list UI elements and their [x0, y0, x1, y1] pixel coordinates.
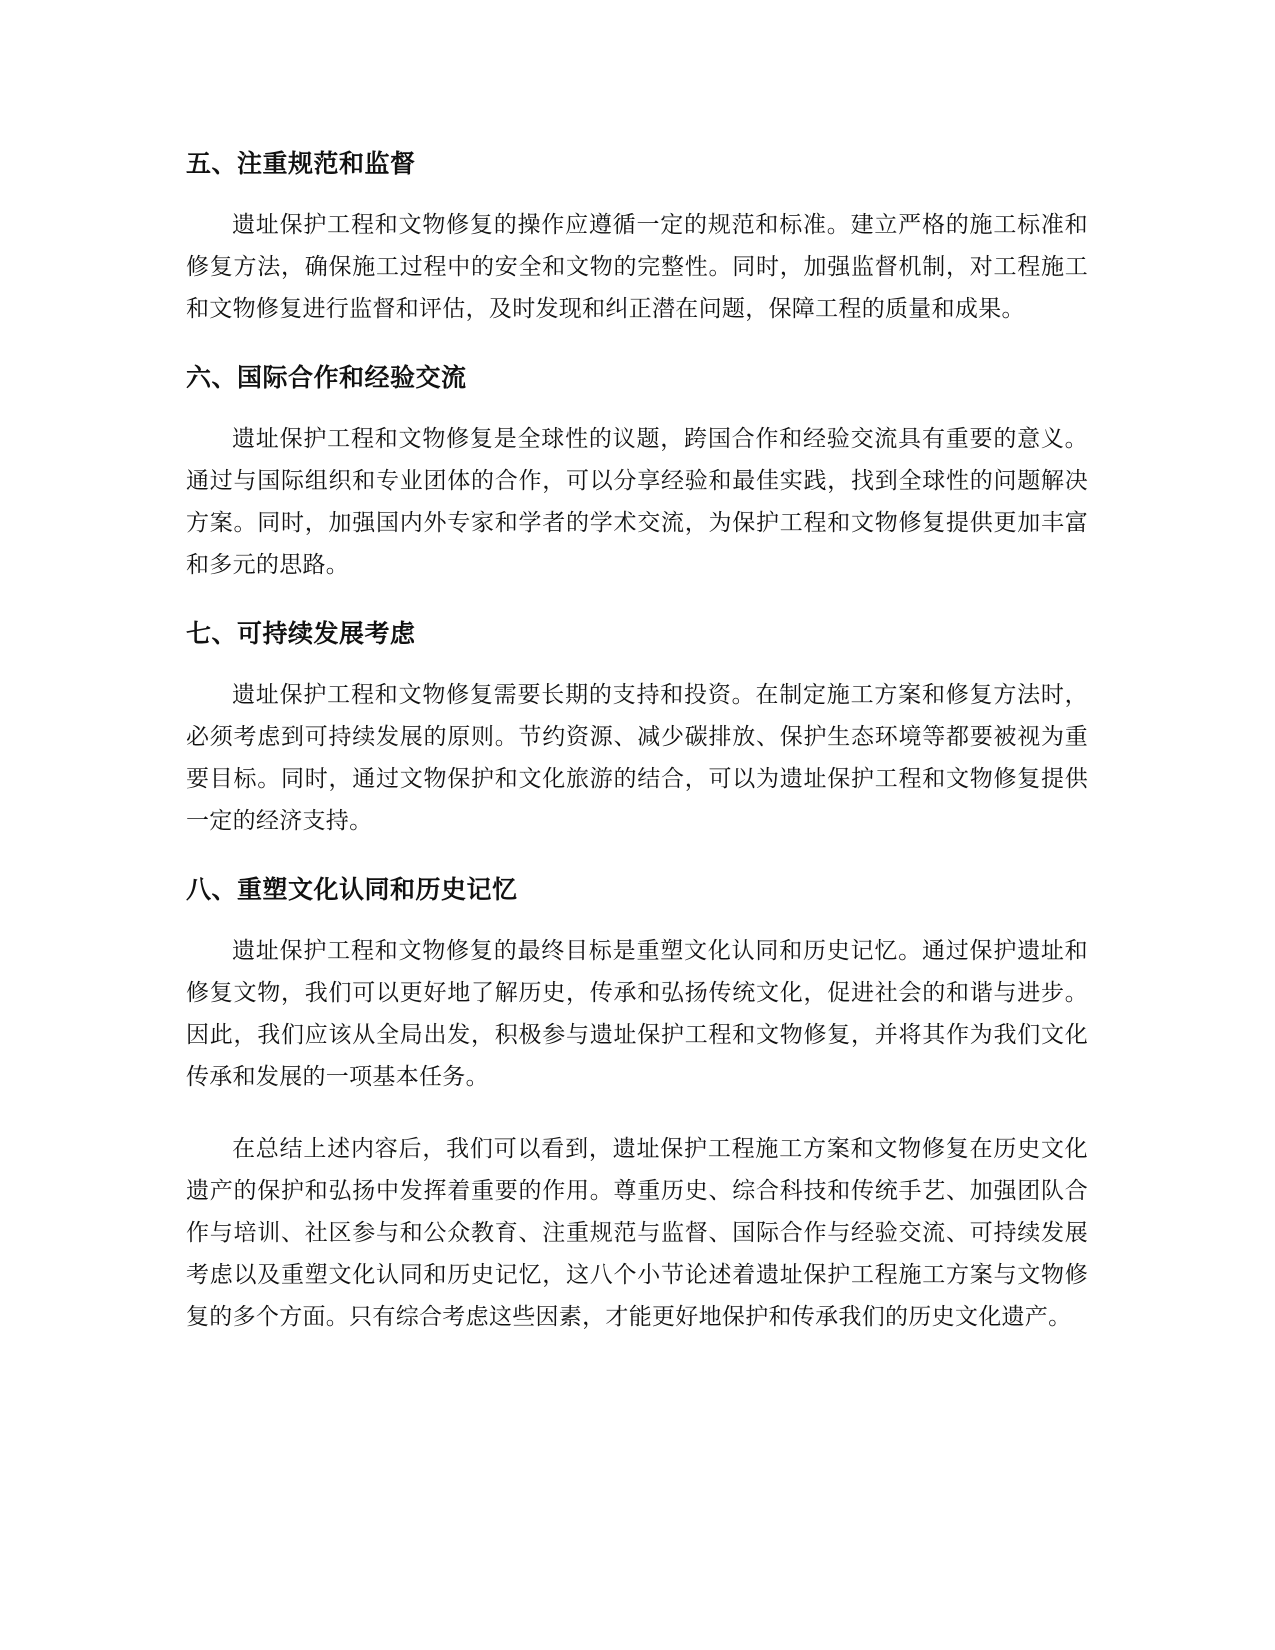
- section-paragraph-8: 遗址保护工程和文物修复的最终目标是重塑文化认同和历史记忆。通过保护遗址和修复文物，我们可以更好地了解历史，传承和弘扬传统文化，促进社会的和谐与进步。因此，我们应该从全局出发，积极参与遗址保护工程和文物修复，并将其作为我们文化传承和发展的一项基本任务。: [186, 938, 1088, 1090]
- section-paragraph-6: 遗址保护工程和文物修复是全球性的议题，跨国合作和经验交流具有重要的意义。通过与国际组织和专业团体的合作，可以分享经验和最佳实践，找到全球性的问题解决方案。同时，加强国内外专家和学者的学术交流，为保护工程和文物修复提供更加丰富和多元的思路。: [186, 426, 1088, 578]
- conclusion-paragraph: 在总结上述内容后，我们可以看到，遗址保护工程施工方案和文物修复在历史文化遗产的保护和弘扬中发挥着重要的作用。尊重历史、综合科技和传统手艺、加强团队合作与培训、社区参与和公众教育、注重规范与监督、国际合作与经验交流、可持续发展考虑以及重塑文化认同和历史记忆，这八个小节论述着遗址保护工程施工方案与文物修复的多个方面。只有综合考虑这些因素，才能更好地保护和传承我们的历史文化遗产。: [186, 1136, 1088, 1330]
- section-paragraph-7: 遗址保护工程和文物修复需要长期的支持和投资。在制定施工方案和修复方法时，必须考虑到可持续发展的原则。节约资源、减少碳排放、保护生态环境等都要被视为重要目标。同时，通过文物保护和文化旅游的结合，可以为遗址保护工程和文物修复提供一定的经济支持。: [186, 682, 1088, 834]
- section-heading-5: 五、注重规范和监督: [186, 149, 416, 178]
- section-paragraph-5: 遗址保护工程和文物修复的操作应遵循一定的规范和标准。建立严格的施工标准和修复方法，确保施工过程中的安全和文物的完整性。同时，加强监督机制，对工程施工和文物修复进行监督和评估，及时发现和纠正潜在问题，保障工程的质量和成果。: [186, 212, 1088, 322]
- section-heading-6: 六、国际合作和经验交流: [186, 363, 467, 392]
- document-body: [186, 146, 1088, 1368]
- section-heading-8: 八、重塑文化认同和历史记忆: [186, 875, 518, 904]
- section-heading-7: 七、可持续发展考虑: [186, 619, 416, 648]
